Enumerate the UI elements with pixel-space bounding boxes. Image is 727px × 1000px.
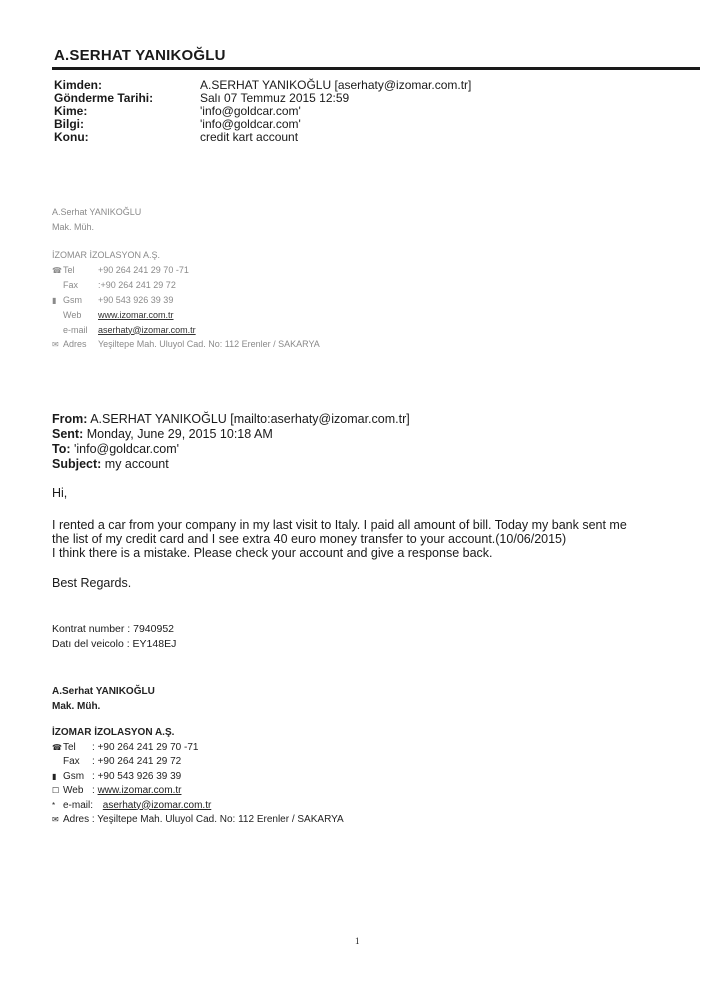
header-row-date: Gönderme Tarihi: Salı 07 Temmuz 2015 12:59 <box>54 91 350 105</box>
signature: A.Serhat YANIKOĞLU Mak. Müh. İZOMAR İZOLASYON A.Ş. ☎Tel : +90 264 241 29 70 -71 Fax : +90 264 241 29 72 ▮ Gsm : +90 543 926 39 39 ☐ Web : www.izomar.com.tr * e-mail: aserhaty@izomar.com.tr ✉ Adres : Yeşiltepe Mah. Uluyol Cad. No: 112 Erenler / SAKARYA <box>52 685 344 828</box>
title-divider <box>52 67 700 70</box>
address-icon: ✉ <box>52 340 59 349</box>
header-row-subject: Konu: credit kart account <box>54 130 299 144</box>
sig-faint-email-link[interactable]: aserhaty@izomar.com.tr <box>98 324 196 335</box>
sig-faint-company: İZOMAR İZOLASYON A.Ş. <box>52 250 161 260</box>
sig-faint-name: A.Serhat YANIKOĞLU <box>52 207 142 217</box>
phone-icon: ☎ <box>52 742 62 752</box>
sig-faint-web-link[interactable]: www.izomar.com.tr <box>98 310 174 320</box>
contract-details: Kontrat number : 7940952 Datı del veicolo : EY148EJ <box>52 623 177 650</box>
page-number: 1 <box>355 936 360 946</box>
sig-faint-title: Mak. Müh. <box>52 221 95 232</box>
message-greeting: Hi, <box>52 486 68 500</box>
signature-faint: A.Serhat YANIKOĞLU Mak. Müh. İZOMAR İZOLASYON A.Ş. ☎Tel +90 264 241 29 70 -71 Fax :+90 264 241 29 72 ▮ Gsm +90 543 926 39 39 Web www.izomar.com.tr e-mail aserhaty@izomar.com.tr ✉ Adres Yeşiltepe Mah. Uluyol Cad. No: 112 Erenler / SAKARYA <box>52 205 320 353</box>
header-row-from: Kimden: A.SERHAT YANIKOĞLU [aserhaty@izomar.com.tr] <box>54 78 472 92</box>
forwarded-header: From: A.SERHAT YANIKOĞLU [mailto:aserhaty@izomar.com.tr] Sent: Monday, June 29, 2015 10:18 AM To: 'info@goldcar.com' Subject: my account <box>52 412 410 471</box>
email-icon: * <box>52 800 56 810</box>
header-row-cc: Bilgi: 'info@goldcar.com' <box>54 117 301 131</box>
sig-email-link[interactable]: aserhaty@izomar.com.tr <box>102 799 212 811</box>
phone-icon: ☎ <box>52 265 62 275</box>
sig-web-link[interactable]: www.izomar.com.tr <box>97 785 182 796</box>
mobile-icon: ▮ <box>52 771 57 781</box>
address-icon: ✉ <box>52 815 59 824</box>
message-closing: Best Regards. <box>52 576 132 590</box>
message-body: I rented a car from your company in my last visit to Italy. I paid all amount of bill. Today my bank sent me the list of my credit card and I see extra 40 euro money transfer to your account.(10/06/2015) I think there is a mistake. Please check your account and give a response back. <box>52 518 627 560</box>
mobile-icon: ▮ <box>52 295 57 305</box>
document-title: A.SERHAT YANIKOĞLU <box>54 47 226 64</box>
email-header <box>54 79 471 144</box>
web-icon: ☐ <box>52 786 60 795</box>
header-row-to: Kime: 'info@goldcar.com' <box>54 104 301 118</box>
